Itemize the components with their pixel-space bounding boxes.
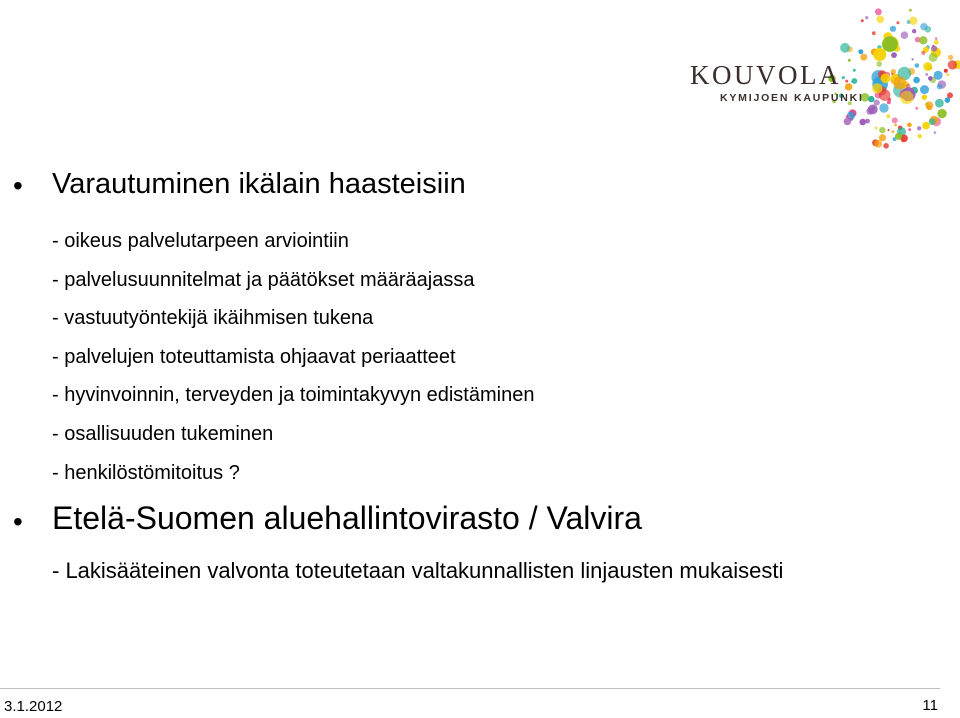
confetti-dot [842,76,845,79]
confetti-dot [868,96,874,102]
confetti-dot [934,131,937,134]
confetti-dot [859,119,866,126]
confetti-dot [876,15,884,23]
confetti-dot [890,26,896,32]
confetti-dot [883,143,889,149]
confetti-dot [858,49,863,54]
confetti-dot [935,37,937,39]
confetti-dot [929,118,936,125]
confetti-dot [920,85,929,94]
bullet-icon: • [13,506,23,537]
footer-divider [0,688,940,689]
confetti-dot [925,73,928,76]
confetti-dot [934,71,943,80]
section-1-heading: Varautuminen ikälain haasteisiin [52,168,466,200]
confetti-dot [909,9,912,12]
confetti-dot [908,128,911,131]
confetti-dot [875,127,878,130]
confetti-dot [944,69,948,73]
confetti-dot [861,19,864,22]
confetti-dot [888,129,890,131]
confetti-dot [852,78,858,84]
kouvola-logo [670,0,960,160]
confetti-dot [886,114,890,118]
confetti-dot [853,69,856,72]
confetti-dot [881,73,891,83]
confetti-dot [913,77,920,84]
list-item: - oikeus palvelutarpeen arviointiin [52,230,349,252]
confetti-dot [928,76,933,81]
list-item: - palvelusuunnitelmat ja päätökset määräajassa [52,268,475,291]
confetti-dot [879,103,888,112]
confetti-dot [896,21,899,24]
confetti-dot [874,140,882,148]
confetti-dot [909,17,917,25]
confetti-dot [922,95,927,100]
confetti-dot [895,133,902,140]
confetti-dot [925,101,933,109]
confetti-dot [900,91,913,104]
confetti-dot [850,117,853,120]
list-item: - vastuutyöntekijä ikäihmisen tukena [52,307,374,330]
confetti-dot [887,100,891,104]
confetti-dot [876,61,882,67]
confetti-dot [865,119,870,124]
confetti-dot [948,60,957,69]
page-number: 11 [922,697,938,714]
logo-title: KOUVOLA [690,60,841,90]
list-item: - henkilöstömitoitus ? [52,461,240,484]
confetti-dot [917,126,921,130]
section-2-heading: Etelä-Suomen aluehallintovirasto / Valvira [52,500,642,536]
confetti-dot [865,16,868,19]
confetti-dot [915,107,918,110]
list-item: - osallisuuden tukeminen [52,422,274,445]
confetti-dot [937,84,943,90]
confetti-dot [946,73,949,76]
confetti-dot [874,100,880,106]
confetti-dot [872,31,876,35]
confetti-dot [894,124,897,127]
bullet-icon: • [13,170,23,201]
confetti-dot [929,53,938,62]
footer-date: 3.1.2012 [4,698,63,715]
confetti-dot [912,58,914,60]
section-1-list [52,229,534,499]
confetti-dot [845,80,848,83]
confetti-dot [872,83,882,93]
confetti-dot [882,36,898,52]
list-item: - hyvinvoinnin, terveyden ja toimintakyvyn edistäminen [52,384,535,407]
confetti-dot [875,8,882,15]
confetti-dot [917,134,921,138]
confetti-dot [937,109,946,118]
confetti-dot [947,92,953,98]
confetti-dot [891,73,893,75]
confetti-dot [931,46,937,52]
confetti-dot [907,123,912,128]
section-2-list [52,557,783,585]
confetti-dot [923,62,932,71]
confetti-dot [922,122,930,130]
confetti-dot [840,43,850,53]
confetti-dot [920,23,927,30]
confetti-dot [891,52,897,58]
confetti-dot [892,117,898,123]
confetti-dot [848,59,851,62]
confetti-dot [879,127,885,133]
confetti-dot [934,40,939,45]
list-item: - palvelujen toteuttamista ohjaavat periaatteet [52,345,456,368]
confetti-dot [860,54,867,61]
confetti-dot [866,108,873,115]
confetti-dot [912,29,916,33]
list-item: - Lakisääteinen valvonta toteutetaan valtakunnallisten linjausten mukaisesti [52,558,784,583]
confetti-dot [893,76,906,89]
confetti-dot [873,48,886,61]
confetti-dot [919,36,927,44]
confetti-dot [845,83,852,90]
confetti-dot [915,63,920,68]
confetti-dot [948,55,953,60]
logo-subtitle: KYMIJOEN KAUPUNKI [720,92,864,104]
confetti-dot [921,51,925,55]
confetti-dot [891,130,894,133]
confetti-dot [935,99,944,108]
confetti-dot [901,31,909,39]
